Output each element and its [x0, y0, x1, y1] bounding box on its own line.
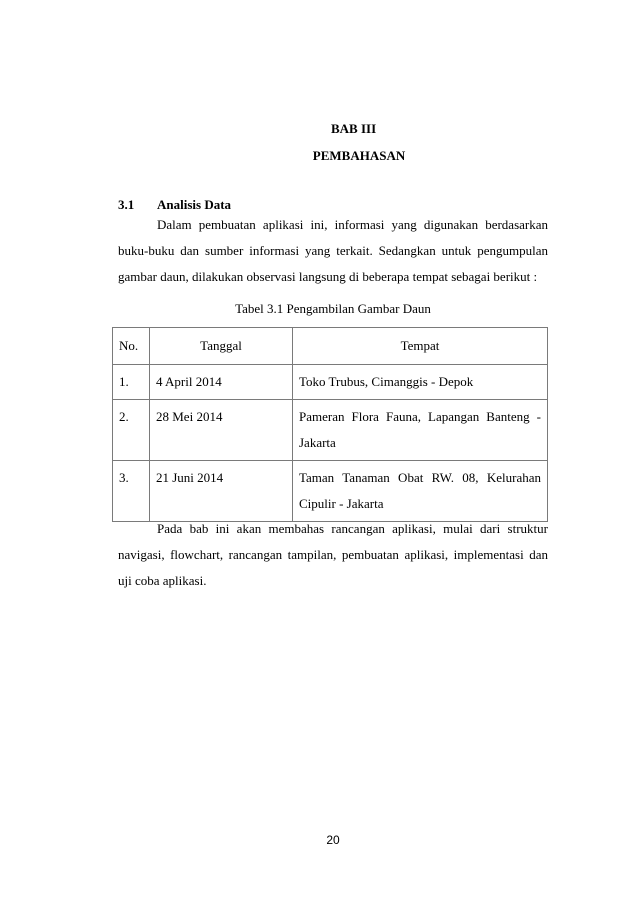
table-caption: Tabel 3.1 Pengambilan Gambar Daun — [235, 301, 431, 316]
table-row — [113, 461, 548, 522]
section-number: 3.1 — [118, 197, 135, 212]
header-no: No. — [113, 328, 150, 365]
table-row — [113, 400, 548, 461]
data-table — [112, 327, 548, 522]
cell-no: 2. — [113, 400, 150, 461]
closing-paragraph: Pada bab ini akan membahas rancangan aplikasi, mulai dari struktur navigasi, flowchart, rancangan tampilan, pembuatan aplikasi, implementasi dan uji coba aplikasi. — [118, 521, 548, 588]
cell-tempat: Pameran Flora Fauna, Lapangan Banteng - Jakarta — [293, 400, 548, 461]
table-header-row — [113, 328, 548, 365]
cell-tanggal: 21 Juni 2014 — [150, 461, 293, 522]
intro-paragraph: Dalam pembuatan aplikasi ini, informasi yang digunakan berdasarkan buku-buku dan sumber informasi yang terkait. Sedangkan untuk pengumpulan gambar daun, dilakukan observasi langsung di beberapa tempat sebagai berikut : — [118, 217, 548, 284]
header-tanggal: Tanggal — [150, 328, 293, 365]
table-row — [113, 365, 548, 400]
section-title: Analisis Data — [157, 197, 232, 212]
cell-tanggal: 4 April 2014 — [150, 365, 293, 400]
chapter-title: PEMBAHASAN — [312, 148, 406, 163]
section-heading — [118, 197, 231, 213]
cell-tempat: Toko Trubus, Cimanggis - Depok — [293, 365, 548, 400]
cell-no: 3. — [113, 461, 150, 522]
cell-tanggal: 28 Mei 2014 — [150, 400, 293, 461]
header-tempat: Tempat — [293, 328, 548, 365]
page-number: 20 — [326, 833, 340, 847]
cell-no: 1. — [113, 365, 150, 400]
cell-tempat: Taman Tanaman Obat RW. 08, Kelurahan Cipulir - Jakarta — [293, 461, 548, 522]
